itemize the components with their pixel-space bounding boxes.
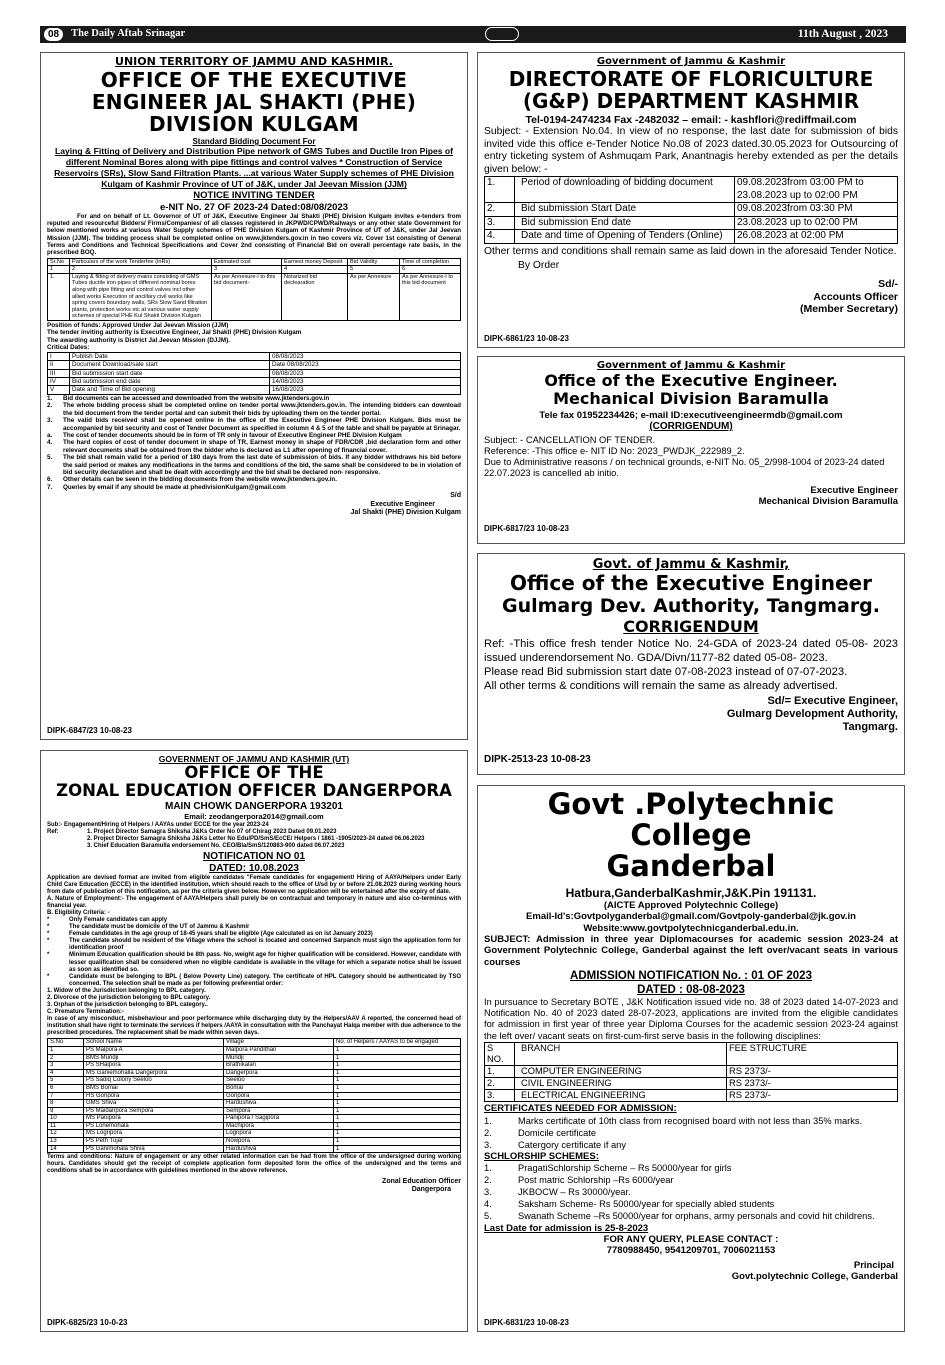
table-cell: Publish Date bbox=[70, 352, 270, 360]
dipk-number: DIPK-6847/23 10-08-23 bbox=[47, 725, 132, 735]
publication-name: The Daily Aftab Srinagar bbox=[71, 28, 186, 40]
query-line: FOR ANY QUERY, PLEASE CONTACT : bbox=[603, 1233, 779, 1245]
sd-mark: S/d bbox=[450, 492, 461, 500]
table-row: 1. COMPUTER ENGINEERING RS 2373/- bbox=[485, 1066, 898, 1078]
critical-dates-table bbox=[47, 352, 461, 395]
table-cell: V bbox=[48, 386, 70, 394]
masthead-logo-icon bbox=[485, 27, 519, 41]
th-completion: Time of completion bbox=[400, 258, 461, 266]
office-title: Office of the Executive Engineer bbox=[510, 571, 872, 596]
table-cell: III bbox=[48, 369, 70, 377]
signatory-place: Tangmarg. bbox=[842, 721, 898, 734]
list-item: 5. Swanath Scheme –Rs 50000/year for orphans, army personals and covid hit childrens. bbox=[484, 1211, 875, 1222]
jal-shakti-tender-ad bbox=[40, 52, 468, 740]
list-item: 1. Project Director Samagra Shiksha J&Ks Order No 07 of Chirag 2023 Dated 09.01.2023 bbox=[87, 828, 337, 835]
signatory-place: Dangerpora bbox=[411, 1185, 451, 1193]
list-item: * Female candidates in the age group of 18-45 years shall be eligible (Age calculated as on ist January 2023) bbox=[47, 931, 373, 938]
list-item: 1. Marks certificate of 10th class from recognised board with not less than 35% marks. bbox=[484, 1115, 863, 1126]
table-row bbox=[48, 369, 461, 377]
floriculture-extension-ad bbox=[477, 52, 905, 348]
funds-line: Position of funds: Approved Under Jal Jeevan Mission (JJM) bbox=[47, 322, 229, 330]
schools-table bbox=[47, 1038, 461, 1153]
reference-line: Reference: -This office e- NIT ID No: 2023_PWDJK_222989_2. bbox=[484, 445, 745, 456]
table-row: 4. Date and time of Opening of Tenders (Online) 26.08.2023 at 02:00 PM bbox=[485, 230, 898, 244]
body-paragraph: Due to Administrative reasons / on technical grounds, e-NIT No. 05_2/998-1004 of 2023-24 dated 22.07.2023 is cancelled ab initio. bbox=[484, 456, 885, 478]
eligibility-list bbox=[47, 917, 461, 988]
list-item: 6. Other details can be seen in the bidding documents from the website www.jktenders.gov.in. bbox=[47, 476, 337, 484]
issue-date: 11th August , 2023 bbox=[797, 27, 888, 40]
table-cell: Date and Time of Bid opening bbox=[70, 386, 270, 394]
signatory-title: Executive Engineer bbox=[810, 484, 898, 496]
table-row: 2 bbox=[70, 266, 212, 274]
corrigendum-label: (CORRIGENDUM) bbox=[649, 421, 733, 432]
th-sno: S NO. bbox=[485, 1042, 515, 1065]
th-validity: Bid Validity bbox=[348, 258, 400, 266]
table-row: 10 MS Panipora Panipora / Sagipora 1 bbox=[48, 1115, 461, 1123]
table-row: 6 bbox=[400, 266, 461, 274]
table-cell: IV bbox=[48, 377, 70, 385]
table-cell: As per Annexure-I to this bid document- bbox=[212, 273, 282, 320]
awarding-authority: The awarding authority is District Jal Jeevan Mission (DJJM). bbox=[47, 336, 231, 344]
table-row bbox=[48, 352, 461, 360]
th-village: Village bbox=[224, 1039, 334, 1047]
termination-heading: C. Premature Termination:- bbox=[47, 1009, 124, 1016]
list-item: 2. The whole bidding process shall be completed online on tender portal www.jktenders.gov.in. The intending bidders can download the bid document from the tender portal and can submit their bids by uploading them on the tender portal. bbox=[47, 402, 461, 417]
list-item: 5. The bid shall remain valid for a period of 180 days from the last date of submission of bids. If any bidder withdraws his bid before the said period or makes any modifications in the terms and conditions of the bid, the same shall be considered to be in violation of bid security declaration and shall be dealt with accordingly and the bid shall be declared non- responsive. bbox=[47, 454, 461, 477]
branches-table bbox=[484, 1042, 898, 1103]
table-cell: 16/08/2023 bbox=[270, 386, 461, 394]
notification-number: ADMISSION NOTIFICATION No. : 01 OF 2023 bbox=[570, 969, 812, 982]
critical-dates-label: Critical Dates: bbox=[47, 344, 90, 352]
college-email: Email-Id's:Govtpolyganderbal@gmail.com/Govtpoly-ganderbal@jk.gov.in bbox=[526, 911, 856, 923]
by-order: By Order bbox=[518, 260, 560, 271]
other-terms: Other terms and conditions shall remain same as laid down in the aforesaid Tender Notice. bbox=[484, 245, 897, 257]
list-item: 3. Chief Education Baramulla endorsement No. CEO/Bla/SmS/120883-900 dated 06.07.2023 bbox=[87, 842, 345, 849]
list-item: * The candidate must be domicile of the UT of Jammu & Kashmir bbox=[47, 924, 250, 931]
subject-paragraph: SUBJECT: Admission in three year Diplomacourses for academic session 2023-24 at Government Polytechnic College, Ganderbal against the left over/vacant seats in various courses bbox=[484, 933, 898, 968]
list-item: * Candidate must be belonging to BPL ( Below Poverty Line) category. The certificate of HPL Category should be authenticated by TSO concerned. The selection shall be made as per following preferential order: bbox=[47, 973, 461, 987]
list-item: 3. JKBOCW – Rs 30000/year. bbox=[484, 1187, 631, 1198]
schedule-table bbox=[484, 176, 898, 244]
signatory-authority: Gulmarg Development Authority, bbox=[726, 708, 898, 721]
table-cell: I bbox=[48, 352, 70, 360]
office-title: DIRECTORATE OF FLORICULTURE bbox=[508, 66, 874, 91]
office-subtitle: ZONAL EDUCATION OFFICER DANGERPORA bbox=[56, 781, 452, 801]
office-subtitle: (G&P) DEPARTMENT KASHMIR bbox=[522, 88, 860, 113]
body-other-terms: All other terms & conditions will remain the same as already advertised. bbox=[484, 680, 838, 693]
table-cell: 1. bbox=[48, 273, 70, 320]
table-row: 12 MS Logripora Logripora 1 bbox=[48, 1130, 461, 1138]
table-row: 9 PS Maidanpora Sempora Sempora 1 bbox=[48, 1107, 461, 1115]
gulmarg-corrigendum-ad bbox=[477, 553, 905, 775]
table-cell: Ii bbox=[48, 361, 70, 369]
dipk-number: DIPK-2513-23 10-08-23 bbox=[484, 754, 591, 766]
table-cell: Bid submission end date bbox=[70, 377, 270, 385]
list-item: * Minimum Education qualification should be 8th pass. No, weight age for higher qualification will be considered. However, candidate with lesser qualification shall be considered when no eligible candidate is available in the village for which a separate notice shall be issued as soon as identified so. bbox=[47, 952, 461, 973]
table-row: 2. Bid submission Start Date 09.08.2023from 03:30 PM bbox=[485, 203, 898, 217]
th-particulars: Particulars of the work Tenderfee (inRs) bbox=[70, 258, 212, 266]
table-row: 3 bbox=[212, 266, 282, 274]
zeo-notification-ad bbox=[40, 750, 468, 1332]
signatory-role: (Member Secretary) bbox=[799, 302, 898, 315]
list-item: 3. The valid bids received shall be opened online in the office of the Executive Engineer PHE Division Kulgam. Bids must be accompanied by bid security and cost of Tender Document as specified in column 4 & 5 of the table and shall be payable at Srinagar. bbox=[47, 417, 461, 432]
eligibility-heading: B. Eligibility Criteria: - bbox=[47, 909, 110, 916]
dipk-number: DIPK-6825/23 10-0-23 bbox=[47, 1317, 128, 1327]
page-number: 08 bbox=[44, 28, 63, 41]
corrigendum-label: CORRIGENDUM bbox=[623, 617, 759, 637]
contact-phones: 7780988450, 9541209701, 7006021153 bbox=[606, 1244, 776, 1256]
std-doc-label: Standard Bidding Document For bbox=[192, 136, 316, 146]
subject-line: Subject: - CANCELLATION OF TENDER. bbox=[484, 434, 656, 445]
aicte-line: (AICTE Approved Polytechnic College) bbox=[603, 900, 779, 912]
ad-header: GOVERNMENT OF JAMMU AND KASHMIR (UT) bbox=[158, 754, 350, 764]
th-emd: Earnest money Deposit bbox=[282, 258, 348, 266]
signatory-college: Govt.polytechnic College, Ganderbal bbox=[731, 1271, 898, 1283]
college-title: Govt .Polytechnic College bbox=[547, 787, 835, 852]
ref-label: Ref: bbox=[47, 828, 59, 835]
last-date: Last Date for admission is 25-8-2023 bbox=[484, 1222, 649, 1234]
table-cell: Document Download/sale start bbox=[70, 361, 270, 369]
table-row: 1 bbox=[48, 266, 70, 274]
work-description: Laying & Fitting of Delivery and Distribution Pipe network of GMS Tubes and Ductile Iron Pipes of different Nominal Bores along with pipe fittings and control valves * Construction of Service Reservoirs (SRs), Slow Sand Filtration Plants. ...at various Water Supply schemes of PHE Division Kulgam of Kashmir Province of UT of J&K, under Jal Jeevan Mission (JJM) bbox=[54, 146, 454, 190]
signatory-title: Sd/= Executive Engineer, bbox=[767, 695, 898, 708]
list-item: 4. The hard copies of cost of tender document in shape of TR, Earnest money in shape of FDR/CDR ,bid declaration form and other relevant documents shall be obtained from the bidder who is declared as L1 after opening of financial cover. bbox=[47, 439, 461, 454]
notification-date: DATED : 08-08-2023 bbox=[637, 983, 745, 996]
table-header bbox=[485, 1042, 898, 1065]
office-email: Email: zeodangerpora2014@gmail.com bbox=[184, 811, 324, 821]
certificates-list bbox=[484, 1115, 898, 1151]
works-table bbox=[47, 258, 461, 321]
subject-line: Sub:- Engagement/Hiring of Helpers / AAYAs under ECCE for the year 2023-24 bbox=[47, 821, 269, 828]
table-cell: 14/08/2023 bbox=[270, 377, 461, 385]
signatory-title: Accounts Officer bbox=[813, 290, 898, 303]
subject-paragraph: Subject: - Extension No.04. In view of no response, the last date for submission of bids invited vide this office e-Tender Notice No.08 of 2023 dated.30.05.2023 for Outsourcing of entry ticketing system of Ashmuqam Park, Anantnagis hereby extended as per the details given below: - bbox=[484, 126, 898, 175]
terms-conditions: Terms and conditions: Nature of engagement or any other related information can be had from the office of the undersigned during working hours. Candidates should get the receipt of complete application form deposited form the office of the undersigned and the terms and conditions shall be in accordance with guidelines mentioned in the above reference. bbox=[47, 1154, 461, 1175]
list-item: 7. Queries by email if any should be made at phedivisionKulgam@gmail.com bbox=[47, 483, 286, 491]
table-cell: Notarized bid declearation bbox=[282, 273, 348, 320]
list-item: 2. Domicile certificate bbox=[484, 1127, 597, 1138]
signatory-title: Principal bbox=[853, 1260, 894, 1272]
college-website: Website:www.govtpolytechnicganderbal.edu.in. bbox=[583, 922, 799, 934]
ad-header: Govt. of Jammu & Kashmir, bbox=[592, 557, 790, 572]
notification-number: NOTIFICATION NO 01 bbox=[202, 850, 306, 862]
table-row: 6 BMS Bomai Bomai 1 bbox=[48, 1084, 461, 1092]
table-row bbox=[48, 386, 461, 394]
list-item: 4. Saksham Scheme- Rs 50000/year for specially abled students bbox=[484, 1199, 775, 1210]
signatory-title: Zonal Education Officer bbox=[382, 1177, 461, 1185]
table-row: 8 GMS Shiva Hardushiva 1 bbox=[48, 1100, 461, 1108]
table-header bbox=[48, 1039, 461, 1047]
office-title: OFFICE OF THE bbox=[184, 763, 324, 783]
notification-date: DATED: 10.08.2023 bbox=[209, 862, 299, 874]
table-row: 3. ELECTRICAL ENGINEERING RS 2373/- bbox=[485, 1090, 898, 1102]
ad-header: UNION TERRITORY OF JAMMU AND KASHMIR. bbox=[115, 55, 393, 68]
notice-heading: NOTICE INVITING TENDER bbox=[193, 190, 315, 202]
intro-paragraph: For and on behalf of Lt. Governor of UT of J&K, Executive Engineer Jal Shakti (PHE) Division Kulgam invites e-tenders from reputed and resourceful Bidders/ Firms/Companies/ of all classes registered in JKPWD/CPWD/Railways or any other state Government for below mentioned works at various Water Supply schemes of PHE Division Kulgam of Kashmir Province of UT of J&K, under Jal Jeevan Mission (JJM). The bidding process shall be completed online on www.jktenders.gov.in in two covers viz. Cover 1st consisting of General Terms and Conditions and Technical Specifications and Cover 2nd consisting of Financial Bid on overall percentage rate basis, in the prescribed BOQ. bbox=[47, 212, 461, 257]
references bbox=[47, 829, 461, 850]
signatory-title: Executive Engineer bbox=[370, 500, 435, 508]
th-helpers: No. of Helpers / AAYAS to be engaged bbox=[334, 1039, 461, 1047]
signatory-division: Jal Shakti (PHE) Division Kulgam bbox=[350, 508, 461, 516]
dipk-number: DIPK-6817/23 10-08-23 bbox=[484, 523, 569, 533]
table-row: 5 bbox=[348, 266, 400, 274]
table-row: 1. Period of downloading of bidding document 09.08.2023from 03:00 PM to 23.08.2023 up to 02:00 PM bbox=[485, 177, 898, 203]
th-sno: S.No bbox=[48, 1039, 84, 1047]
list-item: 1. Widow of the Jurisdiction belonging to BPL category. bbox=[47, 987, 206, 994]
body-paragraph: In pursuance to Secretary BOTE , J&K Notification issued vide no. 38 of 2023 dated 14-07-2023 and Notification No. 40 of 2023 dated 28-07-2023, applications are invited from the eligible candidates for admission in first year of three year Diploma Courses for the academic session 2023-24 against the left over/ vacant seats on first-cum-first serve basis in the following disciplines: bbox=[484, 997, 898, 1041]
table-row: 11 PS Lonemohala Machipora 1 bbox=[48, 1122, 461, 1130]
polytechnic-admission-ad bbox=[477, 785, 905, 1332]
inviting-authority: The tender inviting authority is Executive Engineer, Jal Shakti (PHE) Division Kulgam bbox=[47, 329, 302, 337]
list-item: 2. Divorcee of the jurisdiction belonging to BPL category. bbox=[47, 994, 211, 1001]
body-reference: Ref: -This office fresh tender Notice No. 24-GDA of 2023-24 dated 05-08- 2023 issued underendorsement No. GDA/Divn/1177-82 dated 05-08- 2023. bbox=[484, 638, 898, 665]
dipk-number: DIPK-6831/23 10-08-23 bbox=[484, 1317, 569, 1327]
contact-line: Tele fax 01952234426; e-mail ID:executiveengineermdb@gmail.com bbox=[539, 409, 843, 421]
college-address: Hatbura,GanderbalKashmir,J&K.Pin 191131. bbox=[565, 886, 817, 900]
office-title: Office of the Executive Engineer. bbox=[544, 370, 838, 390]
college-subtitle: Ganderbal bbox=[606, 849, 776, 883]
table-row: 3 PS SHalpora Brathikalan 1 bbox=[48, 1062, 461, 1070]
table-cell: 08/08/2023 bbox=[270, 369, 461, 377]
table-cell: 08/08/2023 bbox=[270, 352, 461, 360]
mechanical-corrigendum-ad bbox=[477, 356, 905, 544]
contact-line: Tel-0194-2474234 Fax -2482032 – email: - kashflori@rediffmail.com bbox=[525, 113, 857, 126]
ad-header: Government of Jammu & Kashmir bbox=[596, 56, 786, 67]
signatory-division: Mechanical Division Baramulla bbox=[758, 495, 898, 507]
list-item: 3. Catergory certificate if any bbox=[484, 1139, 626, 1150]
th-branch: BRANCH bbox=[515, 1042, 727, 1065]
table-row: 4 MS Ganiemohalla Dangerpora Dangerpora 1 bbox=[48, 1069, 461, 1077]
nit-number: e-NIT No. 27 OF 2023-24 Dated:08/08/2023 bbox=[160, 201, 348, 213]
ad-header: Government of Jammu & Kashmir bbox=[596, 360, 786, 371]
list-item: 2. Project Director Samagra Shiksha J&Ks Letter No Edu/PD/SmS/EcCE/ Helpers / 1861 -1905/2023-24 dated 06.06.2023 bbox=[87, 835, 425, 842]
list-item: 1. Bid documents can be accessed and downloaded from the website www.jktenders.gov.in bbox=[47, 394, 330, 402]
office-subtitle: Gulmarg Dev. Authority, Tangmarg. bbox=[501, 595, 881, 618]
table-cell: As per Annexure bbox=[348, 273, 400, 320]
list-item: 1. PragatiSchlorship Scheme – Rs 50000/year for girls bbox=[484, 1163, 732, 1174]
th-srno: Sr.No bbox=[48, 258, 70, 266]
office-title: OFFICE OF THE EXECUTIVE ENGINEER JAL SHAKTI (PHE) DIVISION KULGAM bbox=[91, 67, 417, 136]
table-cell: As per Annexure-I to this bid document bbox=[400, 273, 461, 320]
list-item: * Only Female candidates can apply bbox=[47, 917, 168, 924]
table-cell: Date 08/08/2023 bbox=[270, 361, 461, 369]
list-item: * The candidate should be resident of the Village where the school is located and concerned Sarpanch must sign the application form for identification proof bbox=[47, 938, 461, 952]
employment-nature: A. Nature of Employment:- The engagement of AAYA/Helpers shall purely be on contractual and temporary in nature and also co-terminus with financial year. bbox=[47, 895, 461, 909]
office-address: MAIN CHOWK DANGERPORA 193201 bbox=[165, 801, 343, 813]
table-row bbox=[48, 361, 461, 369]
certificates-heading: CERTIFICATES NEEDED FOR ADMISSION: bbox=[484, 1103, 677, 1115]
table-row: 1 PS Malpora A Malpora Pandithan 1 bbox=[48, 1046, 461, 1054]
table-row: 3. Bid submission End date 23.08.2023 up to 02:00 PM bbox=[485, 216, 898, 230]
th-estimated: Estimated cost bbox=[212, 258, 282, 266]
table-row: 2 BMS Mundji Mundji 1 bbox=[48, 1054, 461, 1062]
termination-body: In case of any misconduct, misbehaviour and poor performance while discharging duty by the Helpers/AAV A reported, the concerned head of institution shall have right to terminate the services if helpers /AAYA in consultation with the Panchayat Halqa member with due adherence to the prescribed procedures. The replacement shall be made within seven days. bbox=[47, 1016, 461, 1037]
table-row: 4 bbox=[282, 266, 348, 274]
list-item: 2. Post matric Schlorship –Rs 6000/year bbox=[484, 1175, 674, 1186]
table-row: 2. CIVIL ENGINEERING RS 2373/- bbox=[485, 1078, 898, 1090]
th-school: School Name bbox=[84, 1039, 224, 1047]
office-subtitle: Mechanical Division Baramulla bbox=[553, 388, 829, 408]
table-row: 5 PS Sadiq Colony Seeloo Seeloo 1 bbox=[48, 1077, 461, 1085]
table-cell: Bid submission start date bbox=[70, 369, 270, 377]
table-row: 7 HS Goripora Goripora 1 bbox=[48, 1092, 461, 1100]
th-fee: FEE STRUCTURE bbox=[727, 1042, 898, 1065]
table-row: 14 PS Ganimohala Shiva Hardushiva 1 bbox=[48, 1145, 461, 1153]
dipk-number: DIPK-6861/23 10-08-23 bbox=[484, 333, 569, 343]
scholarship-list bbox=[484, 1162, 898, 1222]
table-cell: Laying & fitting of delivery mains consisting of GMS Tubes ductile iron pipes of different nominal bores along with pipe fitting and control valves incl other allied works Execution of ancillary civil works like spring covers boundary walls, SRs Slow Sand filtration plants, protection works etc at various water supply schemes of special PHE Kul Shakti Division Kulgam bbox=[70, 273, 212, 320]
body-paragraph: Application are devised format are invited from eligible candidates "Female candidates for engagement/ Hiring of AAYA/Helpers under Early Child Care Education (ECCE) in the identified institution, which should reach to the office of U/sd by or before 21.08.2023 during working hours from date of publication of this notification, as per the criteria given below. However no application will be entertained after the expiry of date. bbox=[47, 874, 461, 895]
terms-list bbox=[47, 395, 461, 491]
preference-list bbox=[47, 988, 461, 1009]
scholarship-heading: SCHLORSHIP SCHEMES: bbox=[484, 1150, 599, 1162]
list-item: 3. Orphan of the jurisdiction belonging to BPL category.. bbox=[47, 1001, 208, 1008]
sd-mark: Sd/- bbox=[878, 278, 898, 291]
list-item: a. The cost of tender documents should be in form of TR only in favour of Executive Engineer PHE Division Kulgam bbox=[47, 431, 402, 439]
table-row: 13 PS Peth Tujar Nowpora 1 bbox=[48, 1138, 461, 1146]
newspaper-header bbox=[40, 26, 906, 43]
table-row bbox=[48, 377, 461, 385]
body-correction: Please read Bid submission start date 07-08-2023 instead of 07-07-2023. bbox=[484, 666, 848, 679]
